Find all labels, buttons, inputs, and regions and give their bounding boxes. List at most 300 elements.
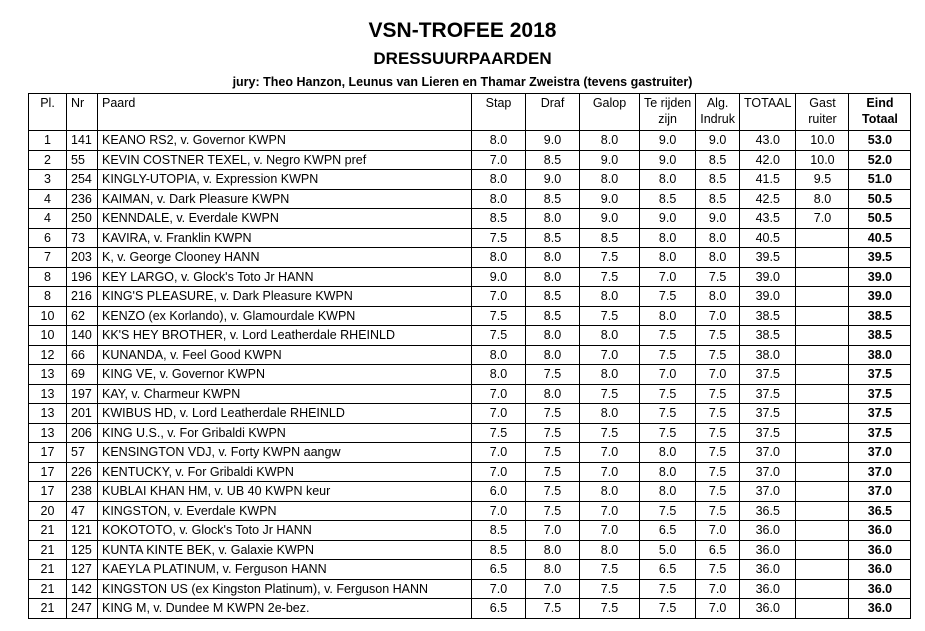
header-pl: Pl.	[29, 94, 67, 131]
cell-paard: KING'S PLEASURE, v. Dark Pleasure KWPN	[98, 287, 472, 307]
cell-stap: 8.5	[472, 521, 526, 541]
cell-alg-indruk: 8.5	[696, 170, 740, 190]
cell-nr: 142	[67, 579, 98, 599]
cell-alg-indruk: 7.0	[696, 306, 740, 326]
cell-gast-ruiter: 10.0	[796, 150, 849, 170]
table-row	[29, 579, 911, 599]
cell-galop: 7.0	[580, 501, 640, 521]
table-row	[29, 599, 911, 619]
table-row	[29, 326, 911, 346]
cell-eind-totaal: 37.5	[849, 365, 911, 385]
table-row	[29, 131, 911, 151]
cell-galop: 8.0	[580, 365, 640, 385]
cell-draf: 9.0	[526, 131, 580, 151]
cell-galop: 7.5	[580, 306, 640, 326]
cell-nr: 236	[67, 189, 98, 209]
cell-draf: 7.5	[526, 462, 580, 482]
cell-gast-ruiter	[796, 482, 849, 502]
cell-nr: 66	[67, 345, 98, 365]
cell-eind-totaal: 37.0	[849, 482, 911, 502]
cell-stap: 7.5	[472, 306, 526, 326]
cell-paard: KENTUCKY, v. For Gribaldi KWPN	[98, 462, 472, 482]
cell-draf: 7.5	[526, 599, 580, 619]
cell-paard: KAEYLA PLATINUM, v. Ferguson HANN	[98, 560, 472, 580]
cell-alg-indruk: 7.0	[696, 599, 740, 619]
cell-alg-indruk: 7.5	[696, 501, 740, 521]
cell-pl: 21	[29, 540, 67, 560]
cell-eind-totaal: 52.0	[849, 150, 911, 170]
cell-eind-totaal: 51.0	[849, 170, 911, 190]
table-row	[29, 482, 911, 502]
cell-gast-ruiter	[796, 599, 849, 619]
header-alg-indruk	[696, 94, 740, 131]
cell-alg-indruk: 7.5	[696, 404, 740, 424]
cell-galop: 7.5	[580, 599, 640, 619]
cell-totaal: 39.0	[740, 267, 796, 287]
cell-eind-totaal: 50.5	[849, 189, 911, 209]
cell-stap: 8.0	[472, 131, 526, 151]
cell-nr: 201	[67, 404, 98, 424]
cell-eind-totaal: 53.0	[849, 131, 911, 151]
header-galop: Galop	[580, 94, 640, 131]
cell-gast-ruiter	[796, 443, 849, 463]
cell-te-rijden: 8.0	[640, 248, 696, 268]
cell-nr: 247	[67, 599, 98, 619]
cell-gast-ruiter	[796, 365, 849, 385]
cell-gast-ruiter	[796, 306, 849, 326]
cell-te-rijden: 9.0	[640, 150, 696, 170]
cell-te-rijden: 8.0	[640, 306, 696, 326]
cell-draf: 7.5	[526, 501, 580, 521]
cell-alg-indruk: 9.0	[696, 131, 740, 151]
cell-draf: 7.5	[526, 423, 580, 443]
cell-nr: 238	[67, 482, 98, 502]
table-row	[29, 248, 911, 268]
cell-te-rijden: 7.5	[640, 501, 696, 521]
cell-gast-ruiter	[796, 287, 849, 307]
cell-draf: 7.0	[526, 579, 580, 599]
cell-te-rijden: 6.5	[640, 560, 696, 580]
cell-paard: KINGSTON US (ex Kingston Platinum), v. Ferguson HANN	[98, 579, 472, 599]
cell-draf: 7.5	[526, 482, 580, 502]
cell-galop: 8.0	[580, 482, 640, 502]
cell-stap: 6.5	[472, 599, 526, 619]
cell-nr: 250	[67, 209, 98, 229]
cell-pl: 6	[29, 228, 67, 248]
cell-galop: 7.5	[580, 560, 640, 580]
cell-galop: 7.0	[580, 345, 640, 365]
cell-stap: 7.0	[472, 462, 526, 482]
cell-eind-totaal: 37.0	[849, 462, 911, 482]
cell-gast-ruiter	[796, 540, 849, 560]
cell-stap: 8.0	[472, 345, 526, 365]
table-header-row	[29, 94, 911, 131]
cell-te-rijden: 7.5	[640, 423, 696, 443]
cell-alg-indruk: 7.5	[696, 482, 740, 502]
cell-eind-totaal: 36.0	[849, 560, 911, 580]
cell-galop: 8.0	[580, 287, 640, 307]
cell-stap: 9.0	[472, 267, 526, 287]
cell-alg-indruk: 7.5	[696, 267, 740, 287]
cell-nr: 141	[67, 131, 98, 151]
cell-nr: 125	[67, 540, 98, 560]
cell-pl: 8	[29, 267, 67, 287]
cell-gast-ruiter	[796, 423, 849, 443]
cell-draf: 9.0	[526, 170, 580, 190]
cell-alg-indruk: 7.5	[696, 462, 740, 482]
cell-gast-ruiter	[796, 501, 849, 521]
cell-eind-totaal: 39.5	[849, 248, 911, 268]
cell-nr: 206	[67, 423, 98, 443]
cell-paard: KAIMAN, v. Dark Pleasure KWPN	[98, 189, 472, 209]
cell-nr: 47	[67, 501, 98, 521]
cell-draf: 7.5	[526, 365, 580, 385]
cell-gast-ruiter	[796, 579, 849, 599]
cell-te-rijden: 7.5	[640, 384, 696, 404]
cell-nr: 121	[67, 521, 98, 541]
cell-draf: 8.5	[526, 306, 580, 326]
header-te-rijden-line2: zijn	[658, 112, 677, 126]
cell-galop: 7.5	[580, 267, 640, 287]
cell-gast-ruiter	[796, 404, 849, 424]
cell-totaal: 42.5	[740, 189, 796, 209]
cell-eind-totaal: 37.5	[849, 404, 911, 424]
cell-stap: 8.0	[472, 189, 526, 209]
cell-gast-ruiter	[796, 384, 849, 404]
table-row	[29, 501, 911, 521]
cell-te-rijden: 8.0	[640, 170, 696, 190]
cell-totaal: 36.5	[740, 501, 796, 521]
cell-pl: 20	[29, 501, 67, 521]
cell-stap: 7.0	[472, 501, 526, 521]
cell-stap: 8.5	[472, 540, 526, 560]
cell-totaal: 37.5	[740, 423, 796, 443]
cell-pl: 4	[29, 189, 67, 209]
cell-totaal: 36.0	[740, 540, 796, 560]
cell-totaal: 38.5	[740, 326, 796, 346]
cell-stap: 7.0	[472, 150, 526, 170]
cell-draf: 8.0	[526, 248, 580, 268]
header-te-rijden	[640, 94, 696, 131]
cell-totaal: 36.0	[740, 579, 796, 599]
cell-totaal: 37.5	[740, 384, 796, 404]
header-eind-line2: Totaal	[862, 112, 898, 126]
cell-gast-ruiter	[796, 521, 849, 541]
cell-totaal: 39.5	[740, 248, 796, 268]
cell-paard: KING M, v. Dundee M KWPN 2e-bez.	[98, 599, 472, 619]
cell-te-rijden: 7.0	[640, 267, 696, 287]
cell-te-rijden: 8.0	[640, 443, 696, 463]
header-gast-ruiter	[796, 94, 849, 131]
cell-galop: 7.0	[580, 462, 640, 482]
cell-galop: 7.5	[580, 423, 640, 443]
cell-nr: 69	[67, 365, 98, 385]
cell-draf: 7.5	[526, 404, 580, 424]
cell-nr: 140	[67, 326, 98, 346]
cell-te-rijden: 8.0	[640, 228, 696, 248]
cell-nr: 62	[67, 306, 98, 326]
cell-nr: 55	[67, 150, 98, 170]
cell-draf: 8.0	[526, 540, 580, 560]
cell-alg-indruk: 7.5	[696, 384, 740, 404]
cell-draf: 8.5	[526, 150, 580, 170]
cell-eind-totaal: 37.5	[849, 423, 911, 443]
table-row	[29, 521, 911, 541]
cell-draf: 8.0	[526, 326, 580, 346]
cell-galop: 9.0	[580, 150, 640, 170]
cell-te-rijden: 7.5	[640, 345, 696, 365]
cell-te-rijden: 7.5	[640, 287, 696, 307]
header-stap: Stap	[472, 94, 526, 131]
cell-totaal: 38.5	[740, 306, 796, 326]
cell-nr: 196	[67, 267, 98, 287]
table-row	[29, 384, 911, 404]
cell-gast-ruiter	[796, 560, 849, 580]
table-row	[29, 365, 911, 385]
cell-te-rijden: 5.0	[640, 540, 696, 560]
cell-te-rijden: 7.5	[640, 326, 696, 346]
cell-pl: 13	[29, 365, 67, 385]
table-row	[29, 150, 911, 170]
cell-draf: 8.0	[526, 560, 580, 580]
table-row	[29, 423, 911, 443]
cell-totaal: 37.5	[740, 404, 796, 424]
cell-eind-totaal: 50.5	[849, 209, 911, 229]
cell-gast-ruiter: 9.5	[796, 170, 849, 190]
cell-galop: 7.5	[580, 579, 640, 599]
cell-paard: KENSINGTON VDJ, v. Forty KWPN aangw	[98, 443, 472, 463]
cell-eind-totaal: 37.5	[849, 384, 911, 404]
cell-stap: 8.0	[472, 170, 526, 190]
cell-alg-indruk: 7.0	[696, 521, 740, 541]
cell-alg-indruk: 8.0	[696, 228, 740, 248]
cell-nr: 57	[67, 443, 98, 463]
cell-pl: 3	[29, 170, 67, 190]
cell-nr: 197	[67, 384, 98, 404]
cell-paard: KINGSTON, v. Everdale KWPN	[98, 501, 472, 521]
cell-pl: 13	[29, 384, 67, 404]
cell-paard: KEY LARGO, v. Glock's Toto Jr HANN	[98, 267, 472, 287]
cell-pl: 1	[29, 131, 67, 151]
cell-paard: KK'S HEY BROTHER, v. Lord Leatherdale RHEINLD	[98, 326, 472, 346]
cell-alg-indruk: 8.0	[696, 287, 740, 307]
cell-gast-ruiter	[796, 326, 849, 346]
cell-stap: 8.5	[472, 209, 526, 229]
cell-eind-totaal: 38.0	[849, 345, 911, 365]
cell-draf: 8.5	[526, 228, 580, 248]
cell-te-rijden: 8.0	[640, 482, 696, 502]
header-paard: Paard	[98, 94, 472, 131]
cell-eind-totaal: 36.0	[849, 579, 911, 599]
table-row	[29, 287, 911, 307]
cell-gast-ruiter: 7.0	[796, 209, 849, 229]
cell-galop: 8.0	[580, 170, 640, 190]
cell-alg-indruk: 7.5	[696, 423, 740, 443]
cell-gast-ruiter	[796, 267, 849, 287]
cell-stap: 8.0	[472, 365, 526, 385]
cell-alg-indruk: 6.5	[696, 540, 740, 560]
cell-alg-indruk: 7.0	[696, 579, 740, 599]
header-alg-line1: Alg.	[706, 96, 729, 110]
cell-totaal: 43.5	[740, 209, 796, 229]
table-row	[29, 228, 911, 248]
cell-gast-ruiter	[796, 228, 849, 248]
cell-paard: KINGLY-UTOPIA, v. Expression KWPN	[98, 170, 472, 190]
cell-draf: 8.0	[526, 267, 580, 287]
cell-eind-totaal: 36.5	[849, 501, 911, 521]
cell-te-rijden: 7.5	[640, 404, 696, 424]
cell-paard: KENZO (ex Korlando), v. Glamourdale KWPN	[98, 306, 472, 326]
cell-nr: 127	[67, 560, 98, 580]
header-totaal: TOTAAL	[740, 94, 796, 131]
cell-draf: 8.0	[526, 209, 580, 229]
cell-alg-indruk: 8.0	[696, 248, 740, 268]
table-row	[29, 267, 911, 287]
cell-pl: 4	[29, 209, 67, 229]
cell-pl: 10	[29, 326, 67, 346]
cell-nr: 254	[67, 170, 98, 190]
cell-pl: 13	[29, 404, 67, 424]
cell-galop: 8.5	[580, 228, 640, 248]
cell-te-rijden: 6.5	[640, 521, 696, 541]
cell-galop: 7.5	[580, 384, 640, 404]
table-row	[29, 540, 911, 560]
cell-totaal: 36.0	[740, 521, 796, 541]
cell-galop: 9.0	[580, 209, 640, 229]
cell-pl: 2	[29, 150, 67, 170]
cell-draf: 8.0	[526, 384, 580, 404]
cell-paard: KING VE, v. Governor KWPN	[98, 365, 472, 385]
cell-nr: 203	[67, 248, 98, 268]
cell-stap: 7.5	[472, 228, 526, 248]
document-title: VSN-TROFEE 2018	[368, 19, 557, 42]
cell-totaal: 37.0	[740, 482, 796, 502]
cell-galop: 8.0	[580, 326, 640, 346]
cell-gast-ruiter	[796, 248, 849, 268]
cell-alg-indruk: 7.0	[696, 365, 740, 385]
cell-pl: 12	[29, 345, 67, 365]
cell-pl: 7	[29, 248, 67, 268]
cell-paard: KEVIN COSTNER TEXEL, v. Negro KWPN pref	[98, 150, 472, 170]
cell-eind-totaal: 36.0	[849, 540, 911, 560]
header-eind-line1: Eind	[866, 96, 894, 110]
cell-eind-totaal: 39.0	[849, 267, 911, 287]
table-row	[29, 170, 911, 190]
cell-stap: 7.0	[472, 443, 526, 463]
cell-paard: KUNTA KINTE BEK, v. Galaxie KWPN	[98, 540, 472, 560]
cell-pl: 17	[29, 462, 67, 482]
cell-stap: 7.0	[472, 579, 526, 599]
jury-line: jury: Theo Hanzon, Leunus van Lieren en Thamar Zweistra (tevens gastruiter)	[232, 75, 693, 89]
cell-te-rijden: 9.0	[640, 131, 696, 151]
cell-stap: 7.5	[472, 423, 526, 443]
cell-stap: 7.0	[472, 384, 526, 404]
cell-paard: KENNDALE, v. Everdale KWPN	[98, 209, 472, 229]
cell-paard: KING U.S., v. For Gribaldi KWPN	[98, 423, 472, 443]
cell-paard: KAVIRA, v. Franklin KWPN	[98, 228, 472, 248]
header-alg-line2: Indruk	[700, 112, 735, 126]
cell-gast-ruiter: 10.0	[796, 131, 849, 151]
cell-pl: 21	[29, 579, 67, 599]
cell-stap: 7.0	[472, 287, 526, 307]
document-subtitle: DRESSUURPAARDEN	[373, 49, 552, 68]
cell-alg-indruk: 7.5	[696, 326, 740, 346]
table-row	[29, 345, 911, 365]
cell-stap: 6.5	[472, 560, 526, 580]
cell-nr: 216	[67, 287, 98, 307]
cell-galop: 9.0	[580, 189, 640, 209]
cell-te-rijden: 7.5	[640, 599, 696, 619]
table-row	[29, 306, 911, 326]
header-draf: Draf	[526, 94, 580, 131]
cell-eind-totaal: 38.5	[849, 326, 911, 346]
cell-galop: 7.5	[580, 248, 640, 268]
cell-eind-totaal: 40.5	[849, 228, 911, 248]
table-row	[29, 209, 911, 229]
cell-pl: 8	[29, 287, 67, 307]
table-row	[29, 189, 911, 209]
header-nr: Nr	[67, 94, 98, 131]
cell-nr: 226	[67, 462, 98, 482]
cell-galop: 8.0	[580, 404, 640, 424]
cell-pl: 21	[29, 521, 67, 541]
cell-eind-totaal: 36.0	[849, 599, 911, 619]
cell-pl: 21	[29, 599, 67, 619]
cell-totaal: 39.0	[740, 287, 796, 307]
cell-totaal: 37.0	[740, 462, 796, 482]
cell-draf: 8.5	[526, 287, 580, 307]
cell-draf: 7.5	[526, 443, 580, 463]
header-gast-line2: ruiter	[808, 112, 837, 126]
cell-paard: KUNANDA, v. Feel Good KWPN	[98, 345, 472, 365]
cell-pl: 13	[29, 423, 67, 443]
cell-gast-ruiter: 8.0	[796, 189, 849, 209]
cell-gast-ruiter	[796, 462, 849, 482]
cell-pl: 17	[29, 482, 67, 502]
cell-eind-totaal: 36.0	[849, 521, 911, 541]
cell-totaal: 41.5	[740, 170, 796, 190]
cell-totaal: 38.0	[740, 345, 796, 365]
cell-paard: K, v. George Clooney HANN	[98, 248, 472, 268]
cell-stap: 7.0	[472, 404, 526, 424]
results-table	[28, 93, 911, 619]
cell-alg-indruk: 7.5	[696, 345, 740, 365]
cell-totaal: 37.0	[740, 443, 796, 463]
cell-nr: 73	[67, 228, 98, 248]
cell-pl: 17	[29, 443, 67, 463]
cell-paard: KAY, v. Charmeur KWPN	[98, 384, 472, 404]
cell-totaal: 40.5	[740, 228, 796, 248]
cell-galop: 7.0	[580, 521, 640, 541]
cell-stap: 6.0	[472, 482, 526, 502]
cell-te-rijden: 7.0	[640, 365, 696, 385]
cell-totaal: 42.0	[740, 150, 796, 170]
cell-paard: KOKOTOTO, v. Glock's Toto Jr HANN	[98, 521, 472, 541]
cell-stap: 8.0	[472, 248, 526, 268]
cell-te-rijden: 7.5	[640, 579, 696, 599]
table-row	[29, 443, 911, 463]
cell-eind-totaal: 39.0	[849, 287, 911, 307]
cell-totaal: 36.0	[740, 560, 796, 580]
header-eind-totaal	[849, 94, 911, 131]
cell-alg-indruk: 7.5	[696, 443, 740, 463]
cell-te-rijden: 8.5	[640, 189, 696, 209]
cell-galop: 8.0	[580, 540, 640, 560]
cell-eind-totaal: 38.5	[849, 306, 911, 326]
cell-alg-indruk: 8.5	[696, 189, 740, 209]
cell-draf: 7.0	[526, 521, 580, 541]
cell-draf: 8.5	[526, 189, 580, 209]
